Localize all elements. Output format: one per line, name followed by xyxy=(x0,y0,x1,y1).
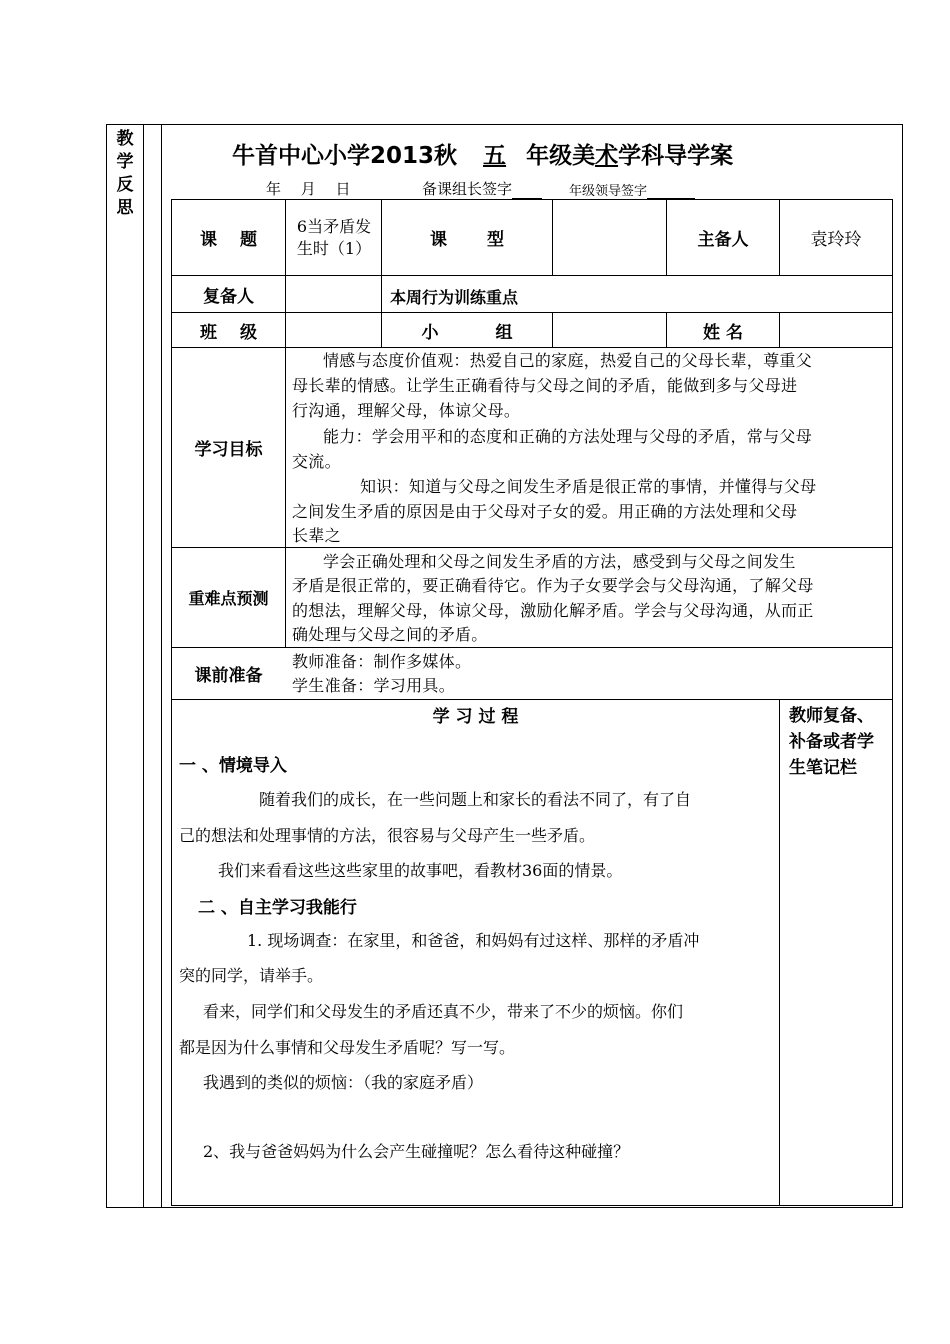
name-label: 姓 名 xyxy=(703,322,743,343)
col-divider-label xyxy=(285,199,286,648)
co-preparer-value xyxy=(286,276,381,312)
objectives-line: 能力：学会用平和的态度和正确的方法处理与父母的矛盾，常与父母 xyxy=(323,427,813,446)
group-value xyxy=(553,313,666,347)
grade-leader-sign: 年级领导签字 xyxy=(569,180,695,199)
reflection-label: 教学反思 xyxy=(116,129,134,218)
section2-line: 都是因为什么事情和父母发生矛盾呢？写一写。 xyxy=(179,1038,516,1057)
outer-left-border xyxy=(106,124,107,1208)
objectives-line: 母长辈的情感。让学生正确看待与父母之间的矛盾，能做到多与父母进 xyxy=(292,376,798,395)
co-preparer-label: 复备人 xyxy=(203,286,254,307)
section1-line: 我们来看看这些这些家里的故事吧，看教材36面的情景。 xyxy=(218,861,623,880)
section1-line: 随着我们的成长，在一些问题上和家长的看法不同了，有了自 xyxy=(259,790,692,809)
group-leader-sign: 备课组长签字 xyxy=(422,178,542,199)
topic-value: 6当矛盾发生时（1） xyxy=(296,216,372,258)
objectives-line: 知识：知道与父母之间发生矛盾是很正常的事情，并懂得与父母 xyxy=(360,477,817,496)
objectives-line: 长辈之 xyxy=(292,526,341,545)
side-column-border xyxy=(143,124,144,1208)
objectives-line: 行沟通，理解父母，体谅父母。 xyxy=(292,401,521,420)
main-preparer-value: 袁玲玲 xyxy=(810,230,862,250)
keypoints-line: 确处理与父母之间的矛盾。 xyxy=(292,625,488,644)
class-value xyxy=(286,313,381,347)
title-mid: 年级美 xyxy=(526,143,596,169)
objectives-line: 之间发生矛盾的原因是由于父母对子女的爱。用正确的方法处理和父母 xyxy=(292,502,798,521)
section2-line: 看来，同学们和父母发生的矛盾还真不少，带来了不少的烦恼。你们 xyxy=(203,1002,684,1021)
keypoints-line: 学会正确处理和父母之间发生矛盾的方法，感受到与父母之间发生 xyxy=(323,552,796,571)
section1-title: 一 、情境导入 xyxy=(179,756,287,776)
date-line: 年 月 日 xyxy=(266,180,351,198)
section2-line: 我遇到的类似的烦恼：（我的家庭矛盾） xyxy=(203,1073,484,1092)
keypoints-line: 的想法，理解父母，体谅父母，激励化解矛盾。学会与父母沟通，从而正 xyxy=(292,601,814,620)
notes-column-divider xyxy=(779,699,780,1206)
section2-title: 二 、自主学习我能行 xyxy=(198,898,357,918)
main-preparer-label: 主备人 xyxy=(697,230,749,250)
table-right-border xyxy=(892,199,893,1206)
outer-bottom-border xyxy=(106,1207,903,1208)
objectives-label: 学习目标 xyxy=(194,440,263,460)
page-title xyxy=(232,137,733,170)
objectives-line: 情感与态度价值观：热爱自己的家庭，热爱自己的父母长辈，尊重父 xyxy=(323,351,813,370)
weekly-focus-label: 本周行为训练重点 xyxy=(390,288,519,307)
class-label: 班 级 xyxy=(200,322,257,343)
title-grade: 五 xyxy=(483,143,507,169)
table-bottom-border xyxy=(171,1205,893,1206)
prep-student: 学生准备：学习用具。 xyxy=(292,676,456,695)
notes-column-label: 教师复备、 补备或者学 生笔记栏 xyxy=(789,706,874,778)
objectives-line: 交流。 xyxy=(292,452,341,471)
keypoints-line: 矛盾是很正常的，要正确看待它。作为子女要学会与父母沟通，了解父母 xyxy=(292,576,814,595)
outer-right-border xyxy=(902,124,903,1208)
title-subject: 术 xyxy=(595,143,619,169)
keypoints-label: 重难点预测 xyxy=(188,589,269,608)
section2-line: 2、我与爸爸妈妈为什么会产生碰撞呢？怎么看待这种碰撞？ xyxy=(203,1142,630,1161)
section2-line: 突的同学，请举手。 xyxy=(179,966,324,985)
row-divider-6 xyxy=(171,699,893,700)
side-gap-border xyxy=(161,124,162,1208)
section1-line: 己的想法和处理事情的方法，很容易与父母产生一些矛盾。 xyxy=(179,826,596,845)
group-label: 小 组 xyxy=(421,322,513,343)
topic-label: 课 题 xyxy=(200,230,257,250)
outer-top-border xyxy=(106,124,903,125)
type-label: 课 型 xyxy=(430,230,504,250)
prep-teacher: 教师准备：制作多媒体。 xyxy=(292,652,472,671)
prep-label: 课前准备 xyxy=(194,666,263,686)
title-suffix: 学科导学案 xyxy=(618,143,734,169)
process-title: 学 习 过 程 xyxy=(432,707,519,727)
title-prefix: 牛首中心小学2013秋 xyxy=(232,143,458,169)
section2-line: 1. 现场调查：在家里，和爸爸，和妈妈有过这样、那样的矛盾冲 xyxy=(247,931,700,950)
type-value xyxy=(553,200,666,275)
name-value xyxy=(780,313,892,347)
